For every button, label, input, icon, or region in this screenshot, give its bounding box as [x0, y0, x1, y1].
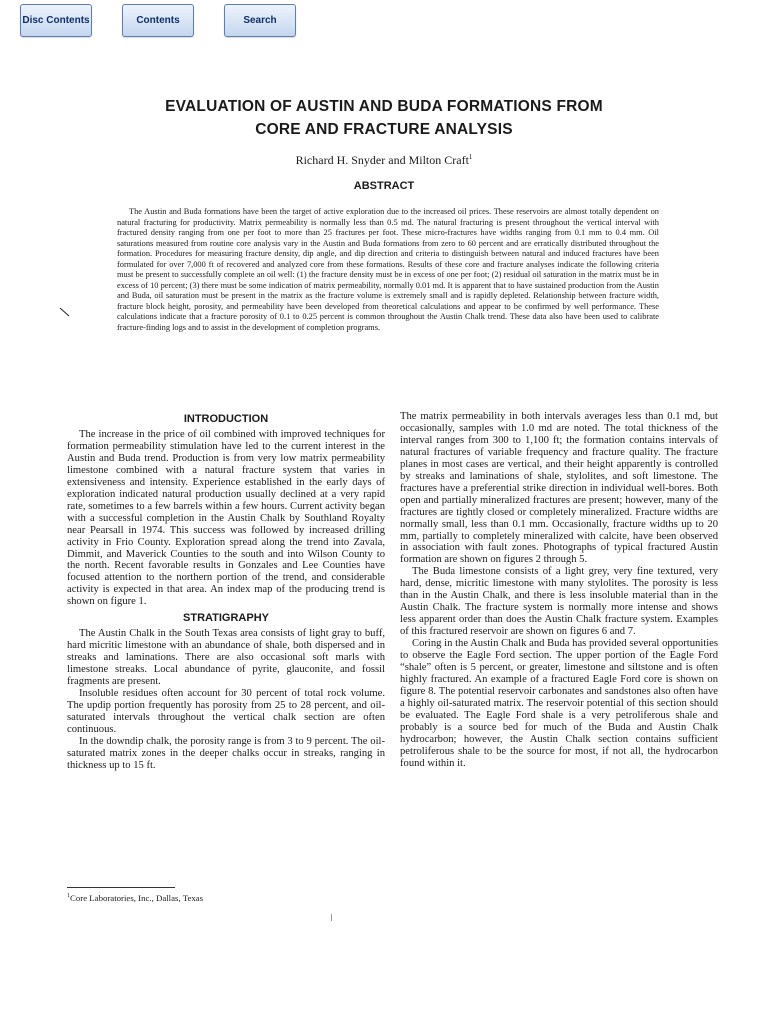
introduction-paragraph: The increase in the price of oil combined with improved techniques for formation permeability stimulation have led to the current interest in the Austin and Buda trend. Production is from very low matrix permeability limestone combined with a natural fracture system that varies in extensiveness and intensity. Experience established in the early days of exploration indicated natural production usually declined at a very rapid rate, sometimes to a few barrels within a few hours. Current activity began with a successful completion in the Austin Chalk by Southland Royalty near Pearsall in 1974. This success was followed by increased drilling activity in Frio County. Exploration spread along the trend into Zavala, Dimmit, and Maverick Counties to the south and into Wilson County to the north. Recent favorable results in Gonzales and Lee Counties have focused attention to the northern portion of the trend, and considerable activity is expected in that area. An index map of the producing trend is shown on figure 1. — [67, 429, 385, 608]
disc-contents-button[interactable]: Disc Contents — [20, 4, 92, 37]
margin-mark-icon — [59, 306, 71, 318]
contents-button[interactable]: Contents — [122, 4, 194, 37]
footnote-rule — [67, 887, 175, 888]
introduction-heading: INTRODUCTION — [183, 413, 269, 425]
right-column — [400, 411, 718, 770]
abstract-heading: ABSTRACT — [353, 180, 415, 192]
title-line-1: EVALUATION OF AUSTIN AND BUDA FORMATIONS FROM — [165, 98, 603, 115]
search-button[interactable]: Search — [224, 4, 296, 37]
body-paragraph: Coring in the Austin Chalk and Buda has provided several opportunities to observe the Eagle Ford section. The upper portion of the Eagle Ford “shale” often is 5 percent, or greater, limestone and siltstone and is often highly fractured. An example of a fractured Eagle Ford core is shown on figure 8. The potential reservoir carbonates and sandstones also often have a highly oil-saturated matrix. The reservoir potential of this section should be evaluated. The Eagle Ford shale is a very petroliferous shale and probably is a source bed for much of the Buda and Austin Chalk hydrocarbon; however, the Austin Chalk section contains sufficient petroliferous shale to be the source for most, if not all, the hydrocarbon found within it. — [400, 638, 718, 769]
footnote — [67, 893, 367, 903]
stratigraphy-paragraph: Insoluble residues often account for 30 percent of total rock volume. The updip portion frequently has porosity from 25 to 28 percent, and oil-saturated intervals throughout the vertical chalk section are often continuous. — [67, 688, 385, 735]
footnote-mark: 1 — [67, 893, 70, 900]
author-footnote-mark: 1 — [468, 153, 473, 161]
author-names: Richard H. Snyder and Milton Craft — [295, 153, 469, 167]
authors — [100, 153, 668, 168]
stratigraphy-paragraph: The Austin Chalk in the South Texas area consists of light gray to buff, hard micritic limestone with an abundance of shale, both dispersed and in streaks and laminations. There are also occasional soft marls with limestone streaks. Local abundance of pyrite, glauconite, and fossil fragments are present. — [67, 628, 385, 688]
abstract-text: The Austin and Buda formations have been the target of active exploration due to the increased oil prices. These reservoirs are almost totally dependent on natural fracturing for productivity. Matrix permeability is normally less than 0.5 md. The natural fracturing is present throughout the vertical interval with fractured density ranging from one per foot to more than 25 fractures per foot. These micro-fractures have widths ranging from 0.1 mm to 0.4 mm. Oil saturations measured from routine core analysis vary in the Austin and Buda formations from zero to 60 percent and are erratically distributed throughout the formation. Procedures for measuring fracture density, dip angle, and dip direction and criteria to distinguish between natural and induced fractures have been formulated for over 7,000 ft of recovered and analyzed core from these formations. Results of these core and fracture analyses indicate the following criteria must be present to successfully complete an oil well: (1) the fracture density must be in excess of one per foot; (2) residual oil saturation in the matrix must be in excess of 10 percent; (3) there must be some indication of matrix permeability, normally 0.01 md. It is apparent that to have sustained production from the Austin and Buda, oil saturation must be present in the matrix as the fracture volume is extremely small and is rapidly depleted. Relationship between fracture width, fracture block height, porosity, and permeability have been developed from theoretical calculations and appear to be confirmed by well performance. These calculations indicate that a fracture porosity of 0.1 to 0.25 percent is common throughout the Austin Chalk trend. These data also have been used to calibrate fracture-finding logs and to assist in the development of completion programs. — [117, 207, 659, 332]
title-line-2: CORE AND FRACTURE ANALYSIS — [255, 121, 513, 138]
column-divider-tick — [331, 914, 332, 921]
stratigraphy-heading: STRATIGRAPHY — [183, 612, 269, 625]
footnote-text: Core Laboratories, Inc., Dallas, Texas — [70, 893, 204, 903]
left-column — [67, 411, 385, 772]
paper-title — [100, 95, 668, 141]
body-paragraph: The matrix permeability in both intervals averages less than 0.1 md, but occasionally, samples with 1.0 md are noted. The total thickness of the interval ranges from 300 to 1,100 ft; the formation contains intervals of natural fractures of variable frequency and fracture quality. The fracture planes in most cases are vertical, and their height apparently is controlled by streaks and laminations of shale, stylolites, and soft limestone. The fractures have a preferential strike direction in individual well-bores. Both open and partially mineralized fractures are present; however, many of the fractures are tightly closed or completely mineralized. Fracture widths are normally small, less than 0.1 mm. Occasionally, fracture widths up to 20 mm, partially to completely mineralized with calcite, have been observed in association with fault zones. Photographs of typical fractured Austin formation are shown on figures 2 through 5. — [400, 411, 718, 566]
body-paragraph: The Buda limestone consists of a light grey, very fine textured, very hard, dense, micritic limestone with many stylolites. The porosity is less than in the Austin Chalk, and there is less insoluble material than in the Austin Chalk. The fracture system is normally more intense and shows less apparent order than does the Austin Chalk fracture system. Examples of this fractured reservoir are shown on figures 6 and 7. — [400, 566, 718, 638]
stratigraphy-paragraph: In the downdip chalk, the porosity range is from 3 to 9 percent. The oil-saturated matrix zones in the deeper chalks occur in streaks, ranging in thickness up to 15 ft. — [67, 735, 385, 771]
